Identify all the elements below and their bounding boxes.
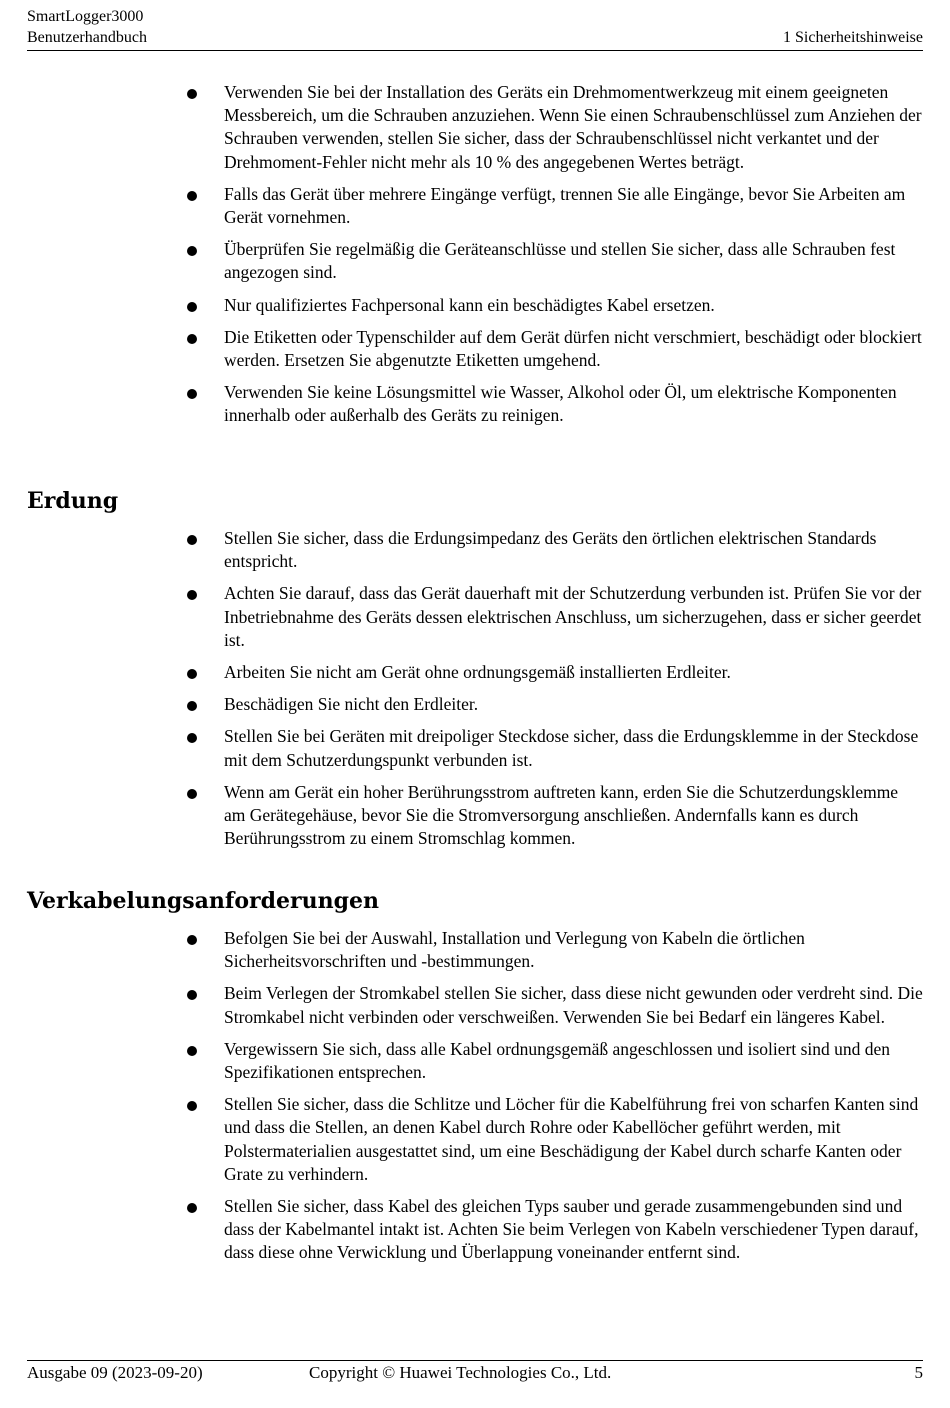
list-item xyxy=(0,982,950,1028)
list-item xyxy=(0,326,950,372)
bullet-list-verkabelung xyxy=(0,927,950,1274)
bullet-icon xyxy=(187,302,197,312)
list-item-text: Vergewissern Sie sich, dass alle Kabel ordnungsgemäß angeschlossen und isoliert sind und den Spezifikationen entsprechen. xyxy=(224,1038,891,1083)
list-item-text: Nur qualifiziertes Fachpersonal kann ein beschädigtes Kabel ersetzen. xyxy=(224,294,715,315)
bullet-icon xyxy=(187,701,197,711)
header-left xyxy=(27,6,147,48)
list-item-text: Beschädigen Sie nicht den Erdleiter. xyxy=(224,694,479,715)
list-item xyxy=(0,1195,950,1265)
bullet-icon xyxy=(187,1203,197,1213)
page-header xyxy=(27,6,923,51)
list-item-text: Die Etiketten oder Typenschilder auf dem Gerät dürfen nicht verschmiert, beschädigt oder blockiert werden. Ersetzen Sie abgenutzte Etiketten umgehend. xyxy=(224,326,922,371)
bullet-icon xyxy=(187,935,197,945)
bullet-icon xyxy=(187,789,197,799)
bullet-icon xyxy=(187,733,197,743)
chapter-title: 1 Sicherheitshinweise xyxy=(783,29,923,46)
edition-info: Ausgabe 09 (2023-09-20) xyxy=(27,1363,203,1382)
list-item-text: Falls das Gerät über mehrere Eingänge verfügt, trennen Sie alle Eingänge, bevor Sie Arbeiten am Gerät vornehmen. xyxy=(224,183,906,228)
list-item-text: Stellen Sie sicher, dass Kabel des gleichen Typs sauber und gerade zusammengebunden sind und dass der Kabelmantel intakt ist. Achten Sie beim Verlegen von Kabeln verschiedener Typen darauf, dass diese ohne Verwicklung und Überlappung voneinander entfernt sind. xyxy=(224,1196,919,1263)
bullet-icon xyxy=(187,246,197,256)
list-item xyxy=(0,183,950,229)
copyright-notice: Copyright © Huawei Technologies Co., Ltd. xyxy=(309,1363,612,1382)
bullet-icon xyxy=(187,1046,197,1056)
list-item-text: Stellen Sie bei Geräten mit dreipoliger Steckdose sicher, dass die Erdungsklemme in der Steckdose mit dem Schutzerdungspunkt verbunden ist. xyxy=(224,726,919,770)
list-item xyxy=(0,238,950,284)
list-item-text: Stellen Sie sicher, dass die Schlitze und Löcher für die Kabelführung frei von scharfen Kanten sind und dass die Stellen, an denen Kabel durch Rohre oder Kabellöcher geführt werden, mit Polstermaterialien ausgestattet sind, um eine Beschädigung der Kabel durch scharfe Kanten oder Grate zu verhindern. xyxy=(224,1094,919,1184)
list-item-text: Arbeiten Sie nicht am Gerät ohne ordnungsgemäß installierten Erdleiter. xyxy=(224,662,731,683)
bullet-icon xyxy=(187,334,197,344)
section-heading-erdung: Erdung xyxy=(27,488,119,514)
page-footer xyxy=(27,1360,923,1382)
list-item xyxy=(0,381,950,427)
page-number: 5 xyxy=(914,1363,923,1382)
list-item xyxy=(0,1038,950,1084)
list-item xyxy=(0,582,950,652)
bullet-icon xyxy=(187,191,197,201)
list-item-text: Achten Sie darauf, dass das Gerät dauerhaft mit der Schutzerdung verbunden ist. Prüfen Sie vor der Inbetriebnahme des Geräts dessen elektrischen Anschluss, um sicherzugehen, dass er sicher geerdet ist. xyxy=(224,583,922,650)
list-item-text: Wenn am Gerät ein hoher Berührungsstrom auftreten kann, erden Sie die Schutzerdungsklemme am Gerätegehäuse, bevor Sie die Stromversorgung anschließen. Andernfalls kann es durch Berührungsstrom zu einem Stromschlag kommen. xyxy=(224,781,899,849)
list-item xyxy=(0,661,950,684)
list-item xyxy=(0,927,950,973)
bullet-icon xyxy=(187,990,197,1000)
bullet-list-erdung xyxy=(0,527,950,859)
list-item-text: Stellen Sie sicher, dass die Erdungsimpedanz des Geräts den örtlichen elektrischen Standards entspricht. xyxy=(224,528,877,572)
bullet-icon xyxy=(187,389,197,399)
list-item-text: Befolgen Sie bei der Auswahl, Installation und Verlegung von Kabeln die örtlichen Sicherheitsvorschriften und -bestimmungen. xyxy=(224,928,805,972)
bullet-icon xyxy=(187,89,197,99)
list-item-text: Beim Verlegen der Stromkabel stellen Sie sicher, dass diese nicht gewunden oder verdreht sind. Die Stromkabel nicht verbinden oder verschweißen. Verwenden Sie bei Bedarf ein längeres Kabel. xyxy=(224,983,923,1027)
bullet-icon xyxy=(187,590,197,600)
list-item xyxy=(0,781,950,851)
list-item-text: Verwenden Sie bei der Installation des Geräts ein Drehmomentwerkzeug mit einem geeigneten Messbereich, um die Schrauben anzuziehen. Wenn Sie einen Schraubenschlüssel zum Anziehen der Schrauben verwenden, stellen Sie sicher, dass der Schraubenschlüssel nicht verkantet und der Drehmoment-Fehler nicht mehr als 10 % des angegebenen Wertes beträgt. xyxy=(224,82,922,172)
section-heading-verkabelung: Verkabelungsanforderungen xyxy=(27,888,379,914)
bullet-icon xyxy=(187,669,197,679)
bullet-icon xyxy=(187,535,197,545)
list-item xyxy=(0,1093,950,1186)
list-item xyxy=(0,527,950,573)
list-item-text: Verwenden Sie keine Lösungsmittel wie Wasser, Alkohol oder Öl, um elektrische Komponenten innerhalb oder außerhalb des Geräts zu reinigen. xyxy=(224,382,897,426)
list-item xyxy=(0,294,950,317)
bullet-list-general xyxy=(0,81,950,437)
list-item xyxy=(0,693,950,716)
list-item xyxy=(0,725,950,771)
product-name: SmartLogger3000 xyxy=(27,8,144,25)
bullet-icon xyxy=(187,1101,197,1111)
list-item-text: Überprüfen Sie regelmäßig die Geräteanschlüsse und stellen Sie sicher, dass alle Schrauben fest angezogen sind. xyxy=(224,239,896,283)
document-type: Benutzerhandbuch xyxy=(27,29,147,46)
list-item xyxy=(0,81,950,174)
